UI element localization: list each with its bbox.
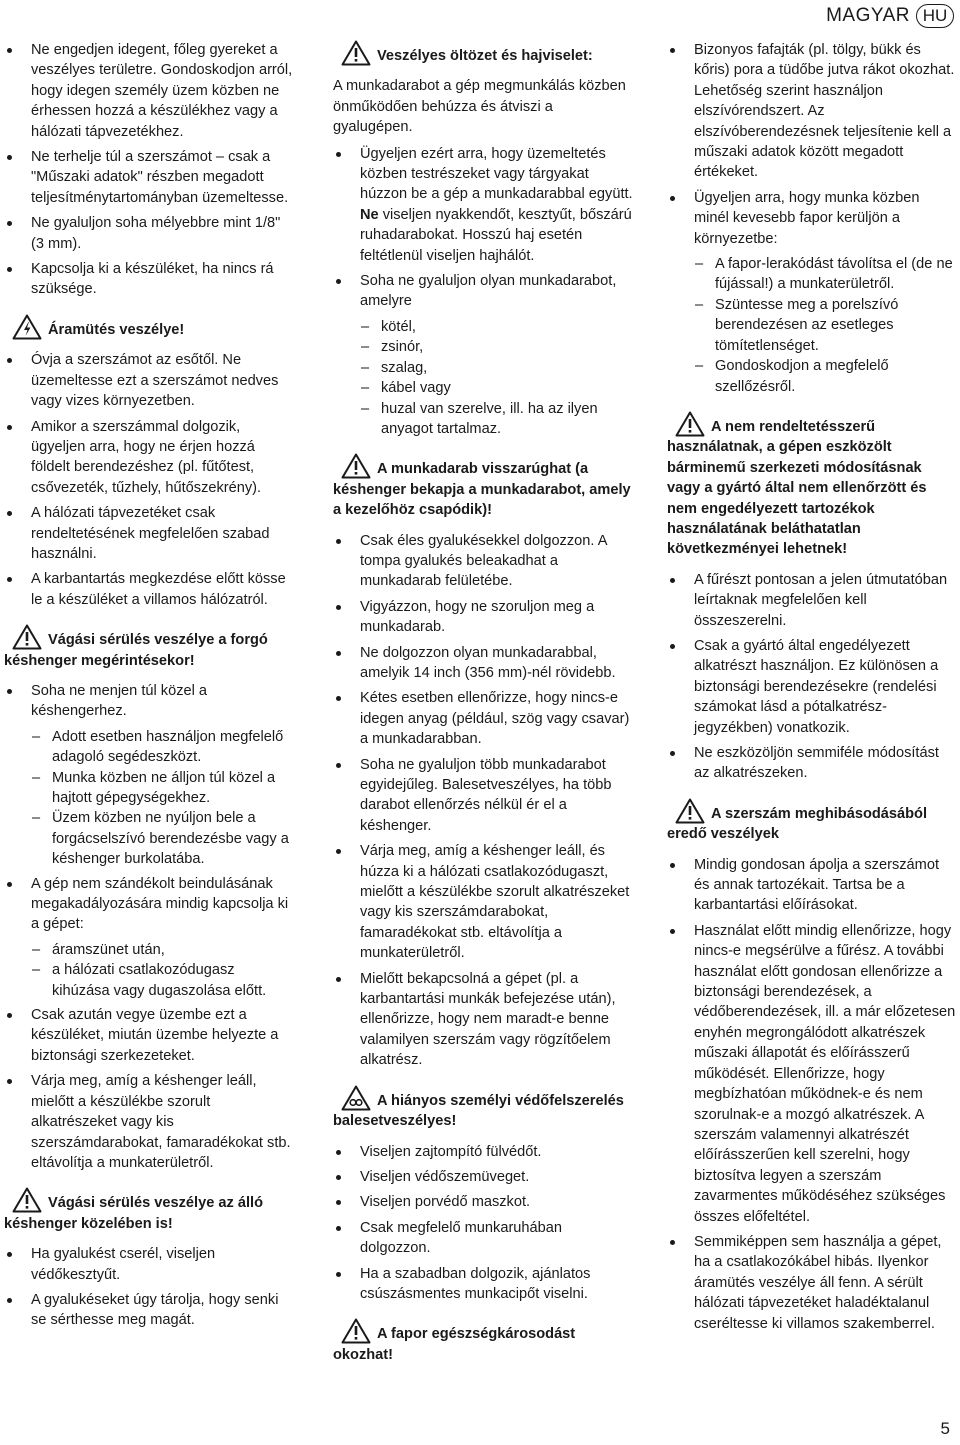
- warning-title: A nem rendeltetésszerű használatnak, a gépen eszközölt bárminemű szerkezeti módosításnak vagy a gyártó által nem ellenőrzött és nem engedélyezett tartozékok használatának beláthatatlan következményei lehetnek!: [667, 418, 927, 558]
- list-item: Soha ne gyaluljon több munkadarabot egyidejűleg. Balesetveszélyes, ha több darabot ellenőrzés nélkül ér el a késhenger.: [333, 755, 633, 837]
- list-item: Soha ne gyaluljon olyan munkadarabot, amelyre: [333, 271, 633, 312]
- warning-title: Vágási sérülés veszélye az álló késhenger közelében is!: [4, 1195, 263, 1232]
- warning-tool-defect: [667, 798, 956, 845]
- list-item: Viseljen zajtompító fülvédőt.: [333, 1142, 633, 1162]
- sub-item: – A fapor-lerakódást távolítsa el (de ne fújással!) a munkaterületről.: [667, 254, 956, 295]
- warning-title: Vágási sérülés veszélye a forgó késhenger megérintésekor!: [4, 632, 268, 669]
- list-item: Csak megfelelő munkaruhában dolgozzon.: [333, 1218, 633, 1259]
- list-item: Csak a gyártó által engedélyezett alkatrészt használjon. Ez különösen a biztonsági berendezésekre (rendelési számokat lásd a pótalkatrész-jegyzékben) vonatkozik.: [667, 636, 956, 738]
- warning-triangle-icon: [675, 411, 705, 437]
- warning-triangle-icon: [341, 453, 371, 479]
- sub-item: – Gondoskodjon a megfelelő szellőzésről.: [667, 356, 956, 397]
- sub-item: – kábel vagy: [333, 378, 633, 398]
- list-item: Ne engedjen idegent, főleg gyereket a veszélyes területre. Gondoskodjon arról, hogy idegen személy üzem közben ne érhessen hozzá a készülékhez vagy a hálózati tápvezetékhez.: [4, 40, 294, 142]
- warning-kickback: [333, 453, 633, 520]
- page-number: 5: [940, 1418, 950, 1438]
- warning-cutting-rotating: [4, 624, 294, 671]
- list-item: Mielőtt bekapcsolná a gépet (pl. a karbantartási munkák befejezése után), ellenőrizze, hogy nem maradt-e benne valamilyen szerszám vagy rögzítőelem alkatrész.: [333, 969, 633, 1071]
- warning-triangle-icon: [12, 624, 42, 650]
- list-item: A fűrészt pontosan a jelen útmutatóban leírtaknak megfelelően kell összeszerelni.: [667, 570, 956, 631]
- list-item: Kétes esetben ellenőrizze, hogy nincs-e idegen anyag (például, szög vagy csavar) a munkadarabban.: [333, 688, 633, 749]
- warning-clothing: [333, 40, 633, 66]
- warning-ppe: [333, 1085, 633, 1132]
- list-item: Ne gyaluljon soha mélyebbre mint 1/8" (3 mm).: [4, 213, 294, 254]
- sub-item: – Szüntesse meg a porelszívó berendezésen az esetleges tömítetlenséget.: [667, 295, 956, 356]
- list-item: Mindig gondosan ápolja a szerszámot és annak tartozékait. Tartsa be a karbantartási előírásokat.: [667, 855, 956, 916]
- sub-item: – zsinór,: [333, 337, 633, 357]
- column-3: [667, 40, 956, 1339]
- warning-title: A szerszám meghibásodásából eredő veszélyek: [667, 805, 928, 843]
- sub-item: – Üzem közben ne nyúljon bele a forgácselszívó berendezésbe vagy a késhenger burkolatába.: [4, 808, 294, 869]
- list-item: Ha a szabadban dolgozik, ajánlatos csúszásmentes munkacipőt viselni.: [333, 1264, 633, 1305]
- warning-title: A fapor egészségkárosodást okozhat!: [333, 1326, 576, 1363]
- warning-electric-shock: [4, 314, 294, 340]
- sub-item: – a hálózati csatlakozódugasz kihúzása vagy dugaszolása előtt.: [4, 960, 294, 1001]
- warning-title: A munkadarab visszarúghat (a késhenger bekapja a munkadarabot, amely a kezelőhöz csapódik)!: [333, 461, 631, 519]
- warning-triangle-icon: [675, 798, 705, 824]
- list-item: Semmiképpen sem használja a gépet, ha a csatlakozókábel hibás. Ilyenkor áramütés veszélye áll fenn. A sérült hálózati tápvezetéket haladéktalanul cseréltesse ki villamos szakemberrel.: [667, 1232, 956, 1334]
- warning-dust: [333, 1318, 633, 1365]
- list-item: Óvja a szerszámot az esőtől. Ne üzemeltesse ezt a szerszámot nedves vagy vizes környezetben.: [4, 350, 294, 411]
- list-item: Csak éles gyalukésekkel dolgozzon. A tompa gyalukés beleakadhat a munkadarab felületébe.: [333, 531, 633, 592]
- list-item: Ügyeljen arra, hogy munka közben minél kevesebb fapor kerüljön a környezetbe:: [667, 188, 956, 249]
- list-item: Várja meg, amíg a késhenger leáll, és húzza ki a hálózati csatlakozódugaszt, mielőtt a készülékbe szorult alkatrészeket vagy kis szerszámdarabokat, famaradékokat stb. eltávolítja a munkaterületről.: [333, 841, 633, 963]
- list-item: Amikor a szerszámmal dolgozik, ügyeljen arra, hogy ne érjen hozzá földelt berendezéshez (pl. fűtőtest, csővezeték, tűzhely, hűtőszekrény).: [4, 417, 294, 499]
- language-label: MAGYAR: [826, 4, 910, 26]
- list-item: Vigyázzon, hogy ne szoruljon meg a munkadarab.: [333, 597, 633, 638]
- warning-title: A hiányos személyi védőfelszerelés balesetveszélyes!: [333, 1092, 624, 1130]
- list-item: Viseljen védőszemüveget.: [333, 1167, 633, 1187]
- safety-goggles-warning-icon: [341, 1085, 371, 1111]
- sub-item: – kötél,: [333, 317, 633, 337]
- warning-improper-use: [667, 411, 956, 560]
- column-1: [4, 40, 294, 1336]
- warning-title: Áramütés veszélye!: [48, 321, 185, 338]
- sub-item: – huzal van szerelve, ill. ha az ilyen anyagot tartalmaz.: [333, 399, 633, 440]
- list-item: A karbantartás megkezdése előtt kösse le a készüléket a villamos hálózatról.: [4, 569, 294, 610]
- sub-item: – szalag,: [333, 358, 633, 378]
- sub-item: – Adott esetben használjon megfelelő adagoló segédeszközt.: [4, 727, 294, 768]
- list-item: Ne dolgozzon olyan munkadarabbal, amelyik 14 inch (356 mm)-nél rövidebb.: [333, 643, 633, 684]
- warning-triangle-icon: [341, 1318, 371, 1344]
- list-item: Használat előtt mindig ellenőrizze, hogy nincs-e megsérülve a fűrész. A további használat előtt gondosan ellenőrizze a biztonsági berendezések, a védőberendezések, ill. a már előzetesen enyhén megrongálódott alkatrészek műszaki állapotát és előírásszerű működését. Ellenőrizze, hogy megbízhatóan működnek-e és nem szorulnak-e a mozgó alkatrészek. A szerszám valamennyi alkatrészét előírásszerűen kell szerelni, hogy biztosítva legyen a szerszám zavarmentes működéséhez szükséges összes előfeltétel.: [667, 921, 956, 1227]
- list-item: A gyalukéseket úgy tárolja, hogy senki se sérthesse meg magát.: [4, 1290, 294, 1331]
- language-code-badge: HU: [916, 4, 954, 28]
- list-item: Ne terhelje túl a szerszámot – csak a "Műszaki adatok" részben megadott teljesítménytartományban üzemeltesse.: [4, 147, 294, 208]
- list-item: Soha ne menjen túl közel a késhengerhez.: [4, 681, 294, 722]
- list-item: Várja meg, amíg a késhenger leáll, mielőtt a készülékbe szorult alkatrészeket vagy kis szerszámdarabokat, famaradékokat stb. eltávolítja a munkaterületről.: [4, 1071, 294, 1173]
- list-item: Viseljen porvédő maszkot.: [333, 1192, 633, 1212]
- list-item: Bizonyos fafajták (pl. tölgy, bükk és kőris) pora a tüdőbe jutva rákot okozhat. Lehetőség szerint használjon elszívórendszert. Az elszívóberendezésnek teljesítenie kell a műszaki adatok között megadott értékeket.: [667, 40, 956, 183]
- list-item: Ügyeljen ezért arra, hogy üzemeltetés közben testrészeket vagy tárgyakat húzzon be a gép a munkadarabbal együtt. Ne viseljen nyakkendőt, kesztyűt, bőszárú ruhadarabokat. Hosszú haj esetén feltétlenül viseljen hajhálót.: [333, 144, 633, 266]
- paragraph: A munkadarabot a gép megmunkálás közben önműködően behúzza és átviszi a gyalugépen.: [333, 78, 626, 136]
- column-2: [333, 40, 633, 1375]
- warning-triangle-icon: [341, 40, 371, 66]
- list-item: Ha gyalukést cserél, viseljen védőkesztyűt.: [4, 1244, 294, 1285]
- warning-cutting-still: [4, 1187, 294, 1234]
- list-item: Kapcsolja ki a készüléket, ha nincs rá szüksége.: [4, 259, 294, 300]
- list-item: A gép nem szándékolt beindulásának megakadályozására mindig kapcsolja ki a gépet:: [4, 874, 294, 935]
- warning-triangle-icon: [12, 1187, 42, 1213]
- sub-item: – Munka közben ne álljon túl közel a hajtott gépegységekhez.: [4, 768, 294, 809]
- list-item: A hálózati tápvezetéket csak rendeltetésének megfelelően szabad használni.: [4, 503, 294, 564]
- sub-item: – áramszünet után,: [4, 940, 294, 960]
- list-item: Ne eszközöljön semmiféle módosítást az alkatrészeken.: [667, 743, 956, 784]
- list-item: Csak azután vegye üzembe ezt a készüléket, miután üzembe helyezte a biztonsági szerkezeteket.: [4, 1005, 294, 1066]
- electric-shock-warning-icon: [12, 314, 42, 340]
- warning-title: Veszélyes öltözet és hajviselet:: [377, 48, 593, 64]
- page-header: [826, 4, 954, 28]
